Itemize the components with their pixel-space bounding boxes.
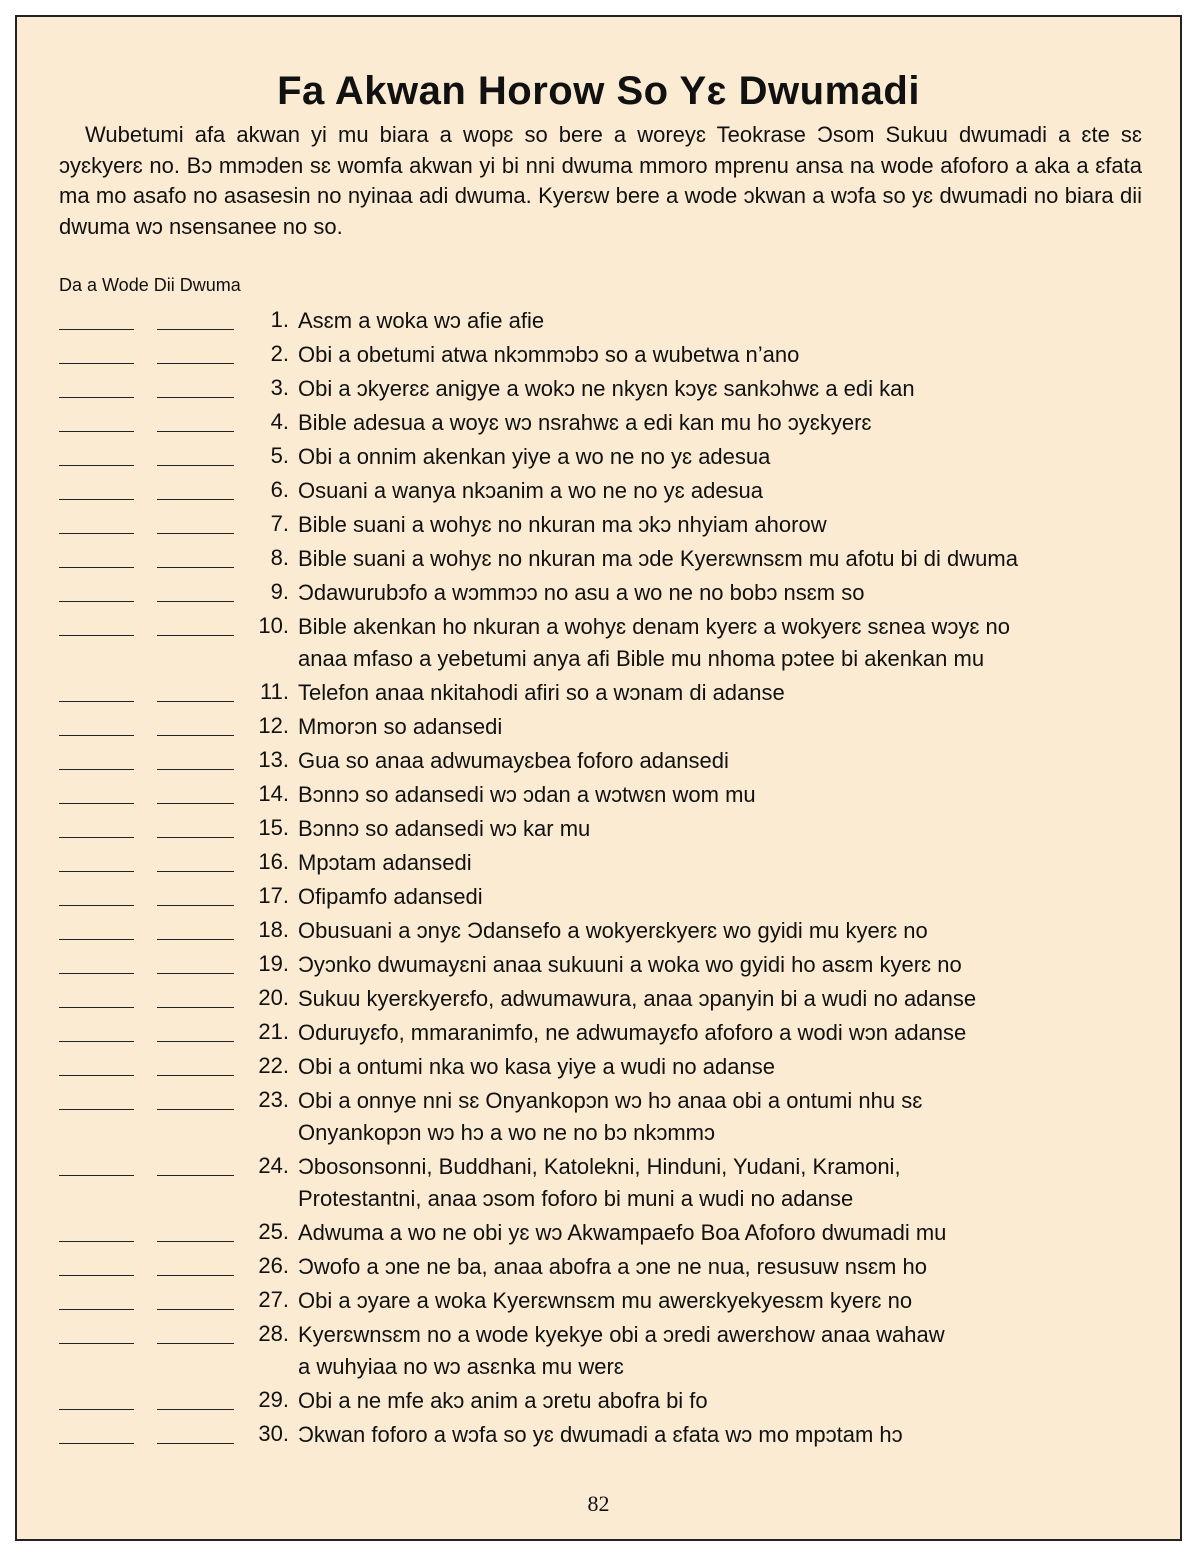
list-item (17, 847, 1180, 877)
date-blank-2[interactable] (157, 1309, 234, 1310)
date-blank-2[interactable] (157, 499, 234, 500)
item-number: 27. (258, 1287, 289, 1312)
item-text (298, 1285, 1158, 1317)
item-number: 25. (258, 1219, 289, 1244)
date-blank-1[interactable] (59, 769, 134, 770)
list-item (17, 1419, 1180, 1449)
item-text (298, 881, 1158, 913)
item-text-line: Osuani a wanya nkɔanim a wo ne no yɛ adesua (298, 478, 764, 503)
item-text-line: Bible adesua a woyɛ wɔ nsrahwɛ a edi kan mu ho ɔyɛkyerɛ (298, 410, 872, 435)
date-blank-1[interactable] (59, 533, 134, 534)
item-text (298, 475, 1158, 507)
item-text-line: Obi a ɔkyerɛɛ anigye a wokɔ ne nkyɛn kɔyɛ sankɔhwɛ a edi kan (298, 376, 915, 401)
item-number: 5. (270, 443, 289, 468)
item-text (298, 509, 1158, 541)
date-blank-2[interactable] (157, 1041, 234, 1042)
list-item (17, 543, 1180, 573)
list-item (17, 1251, 1180, 1281)
item-text (298, 543, 1158, 575)
date-blank-2[interactable] (157, 1007, 234, 1008)
item-text-line: Obi a ɔyare a woka Kyerɛwnsɛm mu awerɛkyekyesɛm kyerɛ no (298, 1288, 913, 1313)
date-blank-2[interactable] (157, 601, 234, 602)
list-item (17, 881, 1180, 911)
item-text-line: Obi a onnye nni sɛ Onyankopɔn wɔ hɔ anaa obi a ontumi nhu sɛ (298, 1088, 923, 1113)
page-number: 82 (587, 1491, 610, 1516)
item-text (298, 949, 1158, 981)
date-blank-1[interactable] (59, 735, 134, 736)
item-text (298, 339, 1158, 371)
item-text (298, 1051, 1158, 1083)
item-number: 29. (258, 1387, 289, 1412)
date-blank-1[interactable] (59, 363, 134, 364)
item-number: 30. (258, 1421, 289, 1446)
list-item (17, 373, 1180, 403)
item-number: 13. (258, 747, 289, 772)
item-text-line: Obi a obetumi atwa nkɔmmɔbɔ so a wubetwa n’ano (298, 342, 800, 367)
list-item (17, 1285, 1180, 1315)
item-number: 2. (270, 341, 289, 366)
item-number: 22. (258, 1053, 289, 1078)
item-text (298, 1085, 1158, 1149)
date-blank-2[interactable] (157, 939, 234, 940)
item-text (298, 745, 1158, 777)
date-blank-2[interactable] (157, 635, 234, 636)
date-blank-1[interactable] (59, 939, 134, 940)
item-text (298, 915, 1158, 947)
date-blank-1[interactable] (59, 905, 134, 906)
item-text (298, 441, 1158, 473)
list-item (17, 407, 1180, 437)
item-text-line: Gua so anaa adwumayɛbea foforo adansedi (298, 748, 729, 773)
item-text (298, 1319, 1158, 1383)
page-title: Fa Akwan Horow So Yɛ Dwumadi (277, 69, 920, 113)
item-number: 28. (258, 1321, 289, 1346)
list-item (17, 441, 1180, 471)
date-blank-2[interactable] (157, 1275, 234, 1276)
date-blank-2[interactable] (157, 1409, 234, 1410)
date-blank-2[interactable] (157, 465, 234, 466)
item-text-line: Obusuani a ɔnyɛ Ɔdansefo a wokyerɛkyerɛ wo gyidi mu kyerɛ no (298, 918, 928, 943)
item-number: 21. (258, 1019, 289, 1044)
date-blank-1[interactable] (59, 1443, 134, 1444)
item-text (298, 813, 1158, 845)
item-number: 26. (258, 1253, 289, 1278)
list-item (17, 745, 1180, 775)
item-number: 15. (258, 815, 289, 840)
date-blank-2[interactable] (157, 1109, 234, 1110)
item-text-line: Obi a ne mfe akɔ anim a ɔretu abofra bi fo (298, 1388, 708, 1413)
list-item (17, 1319, 1180, 1379)
date-blank-1[interactable] (59, 1343, 134, 1344)
date-blank-2[interactable] (157, 735, 234, 736)
item-number: 12. (258, 713, 289, 738)
date-blank-2[interactable] (157, 871, 234, 872)
date-blank-1[interactable] (59, 1109, 134, 1110)
item-number: 3. (270, 375, 289, 400)
date-blank-1[interactable] (59, 1241, 134, 1242)
item-number: 17. (258, 883, 289, 908)
item-number: 7. (270, 511, 289, 536)
item-number: 19. (258, 951, 289, 976)
list-item (17, 1151, 1180, 1211)
date-blank-1[interactable] (59, 701, 134, 702)
date-blank-1[interactable] (59, 837, 134, 838)
item-text-line: Asɛm a woka wɔ afie afie (298, 308, 545, 333)
date-blank-1[interactable] (59, 1175, 134, 1176)
item-number: 1. (270, 307, 289, 332)
item-number: 18. (258, 917, 289, 942)
date-blank-2[interactable] (157, 1443, 234, 1444)
list-item (17, 983, 1180, 1013)
list-item (17, 577, 1180, 607)
item-text-line: Ɔyɔnko dwumayɛni anaa sukuuni a woka wo gyidi ho asɛm kyerɛ no (298, 952, 962, 977)
date-blank-1[interactable] (59, 431, 134, 432)
item-text-line: anaa mfaso a yebetumi anya afi Bible mu nhoma pɔtee bi akenkan mu (298, 646, 985, 671)
item-text (298, 1151, 1158, 1215)
date-blank-1[interactable] (59, 871, 134, 872)
item-text-line: Obi a onnim akenkan yiye a wo ne no yɛ adesua (298, 444, 771, 469)
worksheet-page (15, 15, 1182, 1541)
item-text (298, 407, 1158, 439)
item-number: 4. (270, 409, 289, 434)
list-item (17, 611, 1180, 671)
item-text-line: Bɔnnɔ so adansedi wɔ kar mu (298, 816, 591, 841)
item-text (298, 1251, 1158, 1283)
date-blank-1[interactable] (59, 1309, 134, 1310)
item-text-line: Onyankopɔn wɔ hɔ a wo ne no bɔ nkɔmmɔ (298, 1120, 715, 1145)
item-text-line: Bible suani a wohyɛ no nkuran ma ɔkɔ nhyiam ahorow (298, 512, 827, 537)
list-item (17, 509, 1180, 539)
item-text (298, 779, 1158, 811)
item-text (298, 1385, 1158, 1417)
item-text (298, 305, 1158, 337)
column-header: Da a Wode Dii Dwuma (59, 275, 241, 295)
date-blank-2[interactable] (157, 973, 234, 974)
item-text-line: Bible suani a wohyɛ no nkuran ma ɔde Kyerɛwnsɛm mu afotu bi di dwuma (298, 546, 1018, 571)
item-number: 9. (270, 579, 289, 604)
item-number: 8. (270, 545, 289, 570)
date-blank-2[interactable] (157, 397, 234, 398)
date-blank-1[interactable] (59, 635, 134, 636)
item-text-line: Protestantni, anaa ɔsom foforo bi muni a wudi no adanse (298, 1186, 854, 1211)
list-item (17, 475, 1180, 505)
date-blank-1[interactable] (59, 499, 134, 500)
date-blank-2[interactable] (157, 803, 234, 804)
item-text (298, 611, 1158, 675)
item-text-line: a wuhyiaa no wɔ asɛnka mu werɛ (298, 1354, 624, 1379)
item-text-line: Mpɔtam adansedi (298, 850, 472, 875)
date-blank-2[interactable] (157, 363, 234, 364)
date-blank-1[interactable] (59, 465, 134, 466)
list-item (17, 1051, 1180, 1081)
item-text-line: Bɔnnɔ so adansedi wɔ ɔdan a wɔtwɛn wom mu (298, 782, 756, 807)
item-text-line: Adwuma a wo ne obi yɛ wɔ Akwampaefo Boa Afoforo dwumadi mu (298, 1220, 947, 1245)
item-text-line: Telefon anaa nkitahodi afiri so a wɔnam di adanse (298, 680, 785, 705)
date-blank-2[interactable] (157, 701, 234, 702)
date-blank-1[interactable] (59, 1275, 134, 1276)
list-item (17, 949, 1180, 979)
list-item (17, 1385, 1180, 1415)
list-item (17, 711, 1180, 741)
date-blank-2[interactable] (157, 837, 234, 838)
item-text (298, 1017, 1158, 1049)
item-text (298, 847, 1158, 879)
list-item (17, 1017, 1180, 1047)
date-blank-2[interactable] (157, 1343, 234, 1344)
item-text-line: Sukuu kyerɛkyerɛfo, adwumawura, anaa ɔpanyin bi a wudi no adanse (298, 986, 977, 1011)
date-blank-1[interactable] (59, 1409, 134, 1410)
item-text-line: Obi a ontumi nka wo kasa yiye a wudi no adanse (298, 1054, 775, 1079)
item-text (298, 1419, 1158, 1451)
list-item (17, 915, 1180, 945)
item-text (298, 1217, 1158, 1249)
item-text-line: Ɔdawurubɔfo a wɔmmɔɔ no asu a wo ne no bobɔ nsɛm so (298, 580, 865, 605)
item-number: 6. (270, 477, 289, 502)
date-blank-1[interactable] (59, 1041, 134, 1042)
item-number: 14. (258, 781, 289, 806)
date-blank-1[interactable] (59, 973, 134, 974)
list-item (17, 779, 1180, 809)
item-text-line: Oduruyɛfo, mmaranimfo, ne adwumayɛfo afoforo a wodi wɔn adanse (298, 1020, 967, 1045)
item-number: 20. (258, 985, 289, 1010)
date-blank-2[interactable] (157, 533, 234, 534)
date-blank-1[interactable] (59, 329, 134, 330)
date-blank-1[interactable] (59, 1007, 134, 1008)
item-text-line: Ɔwofo a ɔne ne ba, anaa abofra a ɔne ne nua, resusuw nsɛm ho (298, 1254, 927, 1279)
date-blank-1[interactable] (59, 601, 134, 602)
item-text (298, 711, 1158, 743)
item-text-line: Ɔkwan foforo a wɔfa so yɛ dwumadi a ɛfata wɔ mo mpɔtam hɔ (298, 1422, 903, 1447)
item-number: 23. (258, 1087, 289, 1112)
list-item (17, 339, 1180, 369)
intro-paragraph: Wubetumi afa akwan yi mu biara a wopɛ so bere a woreyɛ Teokrase Ɔsom Sukuu dwumadi a ɛte sɛ ɔyɛkyerɛ no. Bɔ mmɔden sɛ womfa akwan yi bi nni dwuma mmoro mprenu ansa na wode afoforo a aka a ɛfata ma mo asafo no asasesin no nyinaa adi dwuma. Kyerɛw bere a wode ɔkwan a wɔfa so yɛ dwumadi no biara dii dwuma wɔ nsensanee no so. (59, 122, 1142, 240)
date-blank-2[interactable] (157, 905, 234, 906)
date-blank-2[interactable] (157, 1175, 234, 1176)
item-text-line: Ofipamfo adansedi (298, 884, 483, 909)
item-number: 24. (258, 1153, 289, 1178)
list-item (17, 677, 1180, 707)
item-text-line: Ɔbosonsonni, Buddhani, Katolekni, Hinduni, Yudani, Kramoni, (298, 1154, 901, 1179)
date-blank-2[interactable] (157, 769, 234, 770)
date-blank-1[interactable] (59, 803, 134, 804)
item-text-line: Kyerɛwnsɛm no a wode kyekye obi a ɔredi awerɛhow anaa wahaw (298, 1322, 945, 1347)
method-list (17, 17, 1180, 1539)
list-item (17, 305, 1180, 335)
date-blank-1[interactable] (59, 397, 134, 398)
date-blank-2[interactable] (157, 1075, 234, 1076)
date-blank-2[interactable] (157, 329, 234, 330)
date-blank-2[interactable] (157, 431, 234, 432)
item-text (298, 983, 1158, 1015)
date-blank-1[interactable] (59, 1075, 134, 1076)
item-number: 11. (260, 679, 289, 704)
item-text (298, 577, 1158, 609)
item-number: 10. (258, 613, 289, 638)
list-item (17, 1085, 1180, 1145)
item-text-line: Mmorɔn so adansedi (298, 714, 503, 739)
item-text (298, 373, 1158, 405)
item-text (298, 677, 1158, 709)
item-text-line: Bible akenkan ho nkuran a wohyɛ denam kyerɛ a wokyerɛ sɛnea wɔyɛ no (298, 614, 1011, 639)
date-blank-1[interactable] (59, 567, 134, 568)
item-number: 16. (258, 849, 289, 874)
date-blank-2[interactable] (157, 567, 234, 568)
list-item (17, 1217, 1180, 1247)
list-item (17, 813, 1180, 843)
date-blank-2[interactable] (157, 1241, 234, 1242)
